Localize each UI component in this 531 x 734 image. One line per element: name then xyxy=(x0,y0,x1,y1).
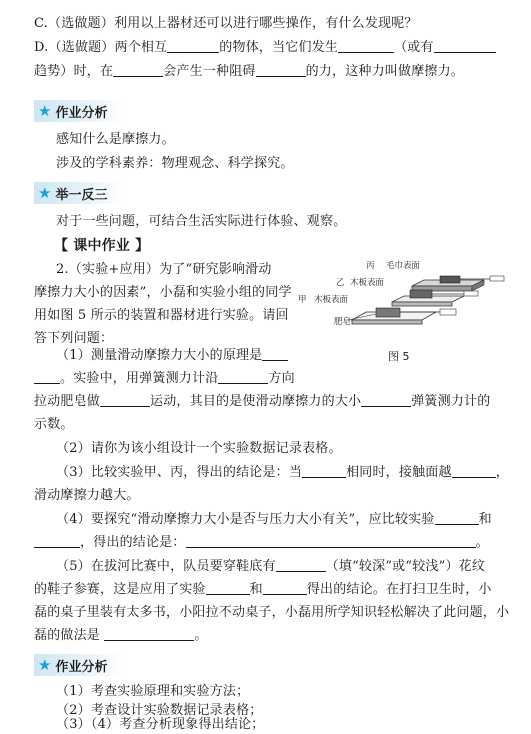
text: 涉及的学科素养：物理观念、科学探究。 xyxy=(56,156,294,171)
answer-blank[interactable] xyxy=(434,39,496,53)
answer-blank[interactable] xyxy=(256,63,306,77)
text: 会产生一种阻碍 xyxy=(163,64,256,79)
section-title: 作业分析 xyxy=(55,659,108,675)
answer-blank[interactable] xyxy=(104,627,194,641)
text: 趋势）时，在 xyxy=(34,64,114,79)
question-d-line1 xyxy=(34,38,507,58)
answer-blank[interactable] xyxy=(361,393,411,407)
section-title: 作业分析 xyxy=(55,105,108,121)
q2-part5-line4 xyxy=(34,626,507,646)
text: 的物体，当它们发生 xyxy=(219,40,339,55)
q2-part1-line1 xyxy=(56,346,293,366)
answer-blank[interactable] xyxy=(100,393,150,407)
section-header-practice xyxy=(34,182,124,204)
classwork-title xyxy=(54,236,507,256)
label-jia: 甲 xyxy=(298,295,307,305)
text: 示数。 xyxy=(34,417,74,432)
q2-part5-line2 xyxy=(34,580,507,600)
q2-part3-line2 xyxy=(34,486,507,506)
practice-line xyxy=(56,212,507,232)
section-title: 举一反三 xyxy=(55,187,108,203)
answer-blank[interactable] xyxy=(276,558,326,572)
label-jia-surface: 木板表面 xyxy=(314,295,349,305)
text: 。 xyxy=(475,535,489,550)
q2-part1-line3 xyxy=(34,392,507,412)
text: 2.（实验+应用）为了“研究影响滑动 xyxy=(56,262,272,277)
text: 对于一些问题，可结合生活实际进行体验、观察。 xyxy=(56,214,347,229)
answer-blank[interactable] xyxy=(167,39,219,53)
label-soap: 肥皂 xyxy=(334,317,352,327)
figure-caption: 图 5 xyxy=(388,350,410,363)
text: 拉动肥皂做 xyxy=(34,394,101,409)
text: 磊的桌子里装有太多书，小阳拉不动桌子，小磊用所学知识轻松解决了此问题，小 xyxy=(34,605,510,620)
text: 弹簧测力计的 xyxy=(411,394,491,409)
text: ，得出的结论是： xyxy=(80,535,186,550)
q2-part1-line2 xyxy=(34,369,507,389)
answer-blank[interactable] xyxy=(262,347,288,361)
analysis-line xyxy=(56,130,507,150)
text: 相同时，接触面越 xyxy=(346,465,452,480)
q2-intro-line xyxy=(34,306,293,326)
text: 感知什么是摩擦力。 xyxy=(56,132,175,147)
answer-blank[interactable] xyxy=(218,370,268,384)
q2-part1-line4 xyxy=(34,415,507,435)
text: （1）测量滑动摩擦力大小的原理是 xyxy=(56,348,263,363)
label-yi-surface: 木板表面 xyxy=(350,278,385,288)
question-c-text: C.（选做题）利用以上器材还可以进行哪些操作，有什么发现呢？ xyxy=(34,16,418,31)
answer-blank[interactable] xyxy=(206,581,250,595)
answer-blank[interactable] xyxy=(452,464,496,478)
text: 方向 xyxy=(268,371,295,386)
q2-part3-line1 xyxy=(56,463,507,483)
text: 答下列问题： xyxy=(34,331,114,346)
text: 用如图 5 所示的装置和器材进行实验。请回 xyxy=(34,308,289,323)
label-yi: 乙 xyxy=(336,278,345,288)
q2-intro-line xyxy=(34,283,293,303)
text: 的力，这种力叫做摩擦力。 xyxy=(305,64,465,79)
question-d-line2 xyxy=(34,62,507,82)
question-c xyxy=(34,14,507,34)
q2-part5-line1 xyxy=(56,557,507,577)
experiment-illustration xyxy=(292,258,510,348)
q2-part2 xyxy=(56,439,507,459)
text: ， xyxy=(495,465,509,480)
text: 得出的结论。在打扫卫生时，小 xyxy=(306,582,492,597)
text: （3）比较实验甲、丙，得出的结论是：当 xyxy=(56,465,303,480)
q2-intro-line xyxy=(56,260,293,280)
answer-blank[interactable] xyxy=(113,63,163,77)
board-yi xyxy=(392,290,478,306)
text: 摩擦力大小的因素”，小磊和实验小组的同学 xyxy=(34,285,292,300)
text: （填“较深”或“较浅”）花纹 xyxy=(325,559,486,574)
text: 的鞋子参赛，这是应用了实验 xyxy=(34,582,206,597)
answer-blank[interactable] xyxy=(34,534,80,548)
text: （3）（4）考查分析现象得出结论； xyxy=(56,717,265,732)
label-bing: 丙 xyxy=(366,261,375,271)
text: 磊的做法是 xyxy=(34,628,101,643)
text: 。实验中，用弹簧测力计沿 xyxy=(60,371,219,386)
text: 滑动摩擦力越大。 xyxy=(34,488,140,503)
star-icon: ★ xyxy=(38,656,52,674)
section-header-analysis-bottom xyxy=(34,654,124,676)
q2-part4-line2 xyxy=(34,533,507,553)
text: （2）请你为该小组设计一个实验数据记录表格。 xyxy=(56,441,342,456)
analysis-line xyxy=(56,154,507,174)
section-header-analysis xyxy=(34,100,124,122)
q2-part4-line1 xyxy=(56,510,507,530)
answer-blank[interactable] xyxy=(263,581,307,595)
star-icon: ★ xyxy=(38,102,52,120)
answer-blank[interactable] xyxy=(302,464,346,478)
text: 【 课中作业 】 xyxy=(54,238,150,254)
answer-blank[interactable] xyxy=(435,511,479,525)
label-bing-surface: 毛巾表面 xyxy=(386,261,421,271)
text: （2）考查设计实验数据记录表格； xyxy=(56,703,263,718)
text: 。 xyxy=(194,628,208,643)
analysis2-line1 xyxy=(56,682,507,702)
answer-blank[interactable] xyxy=(338,39,394,53)
answer-blank[interactable] xyxy=(186,534,476,548)
board-jia xyxy=(348,308,456,324)
text: （1）考查实验原理和实验方法； xyxy=(56,684,250,699)
q2-part5-line3 xyxy=(34,603,510,623)
text: D.（选做题）两个相互 xyxy=(34,40,168,55)
text: 和 xyxy=(478,512,492,527)
text: （或有 xyxy=(394,40,434,55)
text: 和 xyxy=(249,582,263,597)
answer-blank[interactable] xyxy=(34,370,60,384)
text: 运动，其目的是使滑动摩擦力的大小 xyxy=(150,394,362,409)
text: （5）在拔河比赛中，队员要穿鞋底有 xyxy=(56,559,276,574)
text: （4）要探究“滑动摩擦力大小是否与压力大小有关”，应比较实验 xyxy=(56,512,435,527)
star-icon: ★ xyxy=(38,184,52,202)
analysis2-line3 xyxy=(56,716,507,734)
board-bing xyxy=(412,276,504,291)
